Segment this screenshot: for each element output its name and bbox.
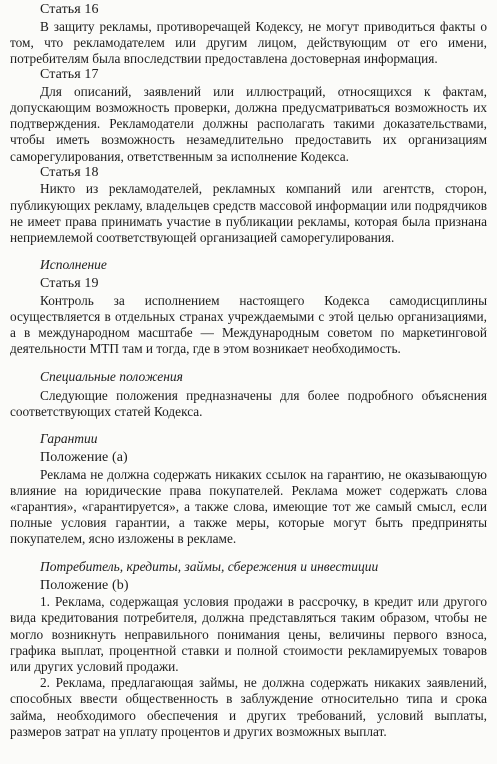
section-heading-enforcement: Исполнение [40,257,107,273]
article-paragraph: Для описаний, заявлений или иллюстраций, относящихся к фактам, допускающим возможность проверки, должна предусматриваться возможность их подтверждения. Рекламодатели должны располагать такими доказательствами, чтобы иметь возможность незамедлительно предоставить их организациям саморегулирования, ответственным за исполнение Кодекса. [10,83,487,164]
article-18 [10,165,487,246]
provision-paragraph: Реклама не должна содержать никаких ссылок на гарантию, не оказывающую влияние на юридические права покупателей. Реклама может содержать слова «гарантия», «гарантируется», а также слова, имеющие тот же самый смысл, если полные условия гарантии, а также меры, которые могут быть предприняты покупателем, ясно изложены в рекламе. [10,466,487,547]
article-17 [10,67,487,165]
article-19 [10,276,487,357]
provision-paragraph: 2. Реклама, предлагающая займы, не должна содержать никаких заявлений, способных ввести общественность в заблуждение относительно типа и срока займа, необходимого обеспечения и других требований, условий выплаты, размеров затрат на уплату процентов и других возможных выплат. [10,675,487,739]
article-paragraph: Контроль за исполнением настоящего Кодекса самодисциплины осуществляется в отдельных странах учреждаемыми с этой целью организациями, а в международном масштабе — Международным советом по маркетинговой деятельности МТП там и тогда, где в этом возникает необходимость. [10,292,487,357]
section-heading-special-provisions: Специальные положения [40,368,183,384]
section-heading-consumer-credit: Потребитель, кредиты, займы, сбережения и инвестиции [40,558,379,574]
intro-paragraph: Следующие положения предназначены для более подробного объяснения соответствующих статей Кодекса. [10,387,487,419]
article-title: Статья 17 [40,67,99,83]
article-title: Статья 16 [40,2,99,17]
article-16 [10,2,487,67]
provision-title: Положение (а) [40,450,128,466]
provision-b [10,578,487,740]
section-heading-guarantees: Гарантии [40,431,98,447]
provision-title: Положение (b) [40,577,129,593]
article-paragraph: В защиту рекламы, противоречащей Кодексу, не могут приводиться факты о том, что рекламодателем или другим лицом, действующим от его имени, потребителям была впоследствии предоставлена достоверная информация. [10,18,487,66]
article-paragraph: Никто из рекламодателей, рекламных компаний или агентств, сторон, публикующих рекламу, владельцев средств массовой информации или подрядчиков не имеет права принимать участие в публикации рекламы, которая была признана неприемлемой соответствующей организацией саморегулирования. [10,181,487,246]
provision-paragraph: 1. Реклама, содержащая условия продажи в рассрочку, в кредит или другого вида кредитования потребителя, должна представляться таким образом, чтобы не могло возникнуть неправильного понимания цены, величины первого взноса, графика выплат, процентной ставки и полной стоимости рекламируемых товаров или других условий продажи. [10,594,487,675]
article-title: Статья 18 [40,164,99,180]
provision-a [10,450,487,548]
article-title: Статья 19 [40,276,99,292]
